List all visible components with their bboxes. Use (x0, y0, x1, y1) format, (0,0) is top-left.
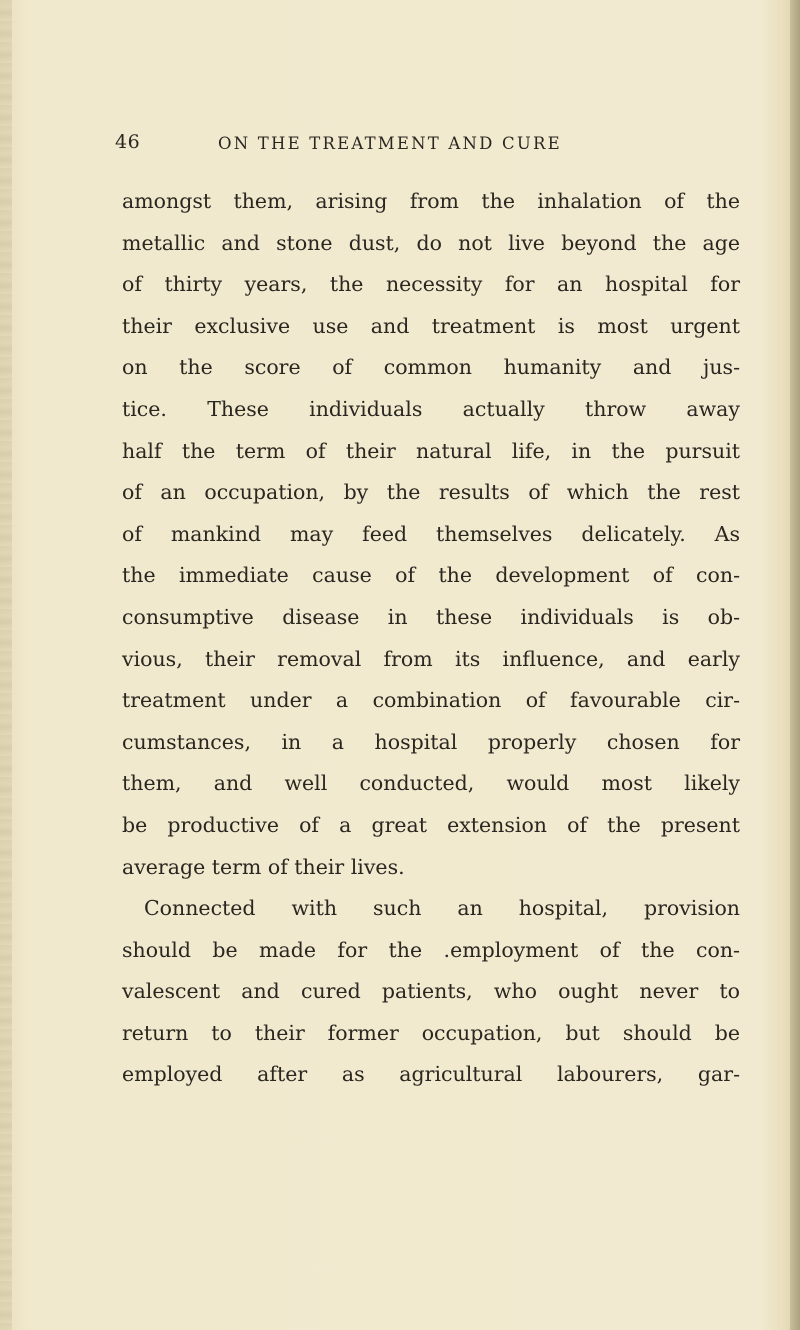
page-gutter-shadow (0, 0, 12, 1330)
text-line: consumptive disease in these individuals is ob- (122, 604, 740, 629)
page-edge-shadow (790, 0, 800, 1330)
text-line: the immediate cause of the development of con- (122, 563, 740, 588)
text-line: half the term of their natural life, in the pursuit (122, 438, 740, 463)
text-line: valescent and cured patients, who ought never to (122, 979, 740, 1004)
text-line: of mankind may feed themselves delicately. As (122, 521, 740, 546)
page-header (0, 130, 800, 160)
text-line: of an occupation, by the results of which the rest (122, 480, 740, 505)
page-number: 46 (115, 131, 141, 153)
text-line: their exclusive use and treatment is most urgent (122, 313, 740, 338)
running-title: ON THE TREATMENT AND CURE (218, 134, 562, 153)
text-line: return to their former occupation, but should be (122, 1020, 740, 1045)
paragraph-start-line: Connected with such an hospital, provision (144, 896, 740, 921)
body-text (122, 181, 740, 1096)
text-line: be productive of a great extension of the present (122, 812, 740, 837)
text-line: should be made for the .employment of the con- (122, 937, 740, 962)
text-line: tice. These individuals actually throw away (122, 396, 740, 421)
paragraph-end-line: average term of their lives. (122, 854, 405, 879)
text-line: amongst them, arising from the inhalation of the (122, 189, 740, 213)
text-line: metallic and stone dust, do not live beyond the age (122, 230, 740, 255)
text-line: of thirty years, the necessity for an hospital for (122, 272, 740, 297)
text-line: them, and well conducted, would most likely (122, 771, 740, 796)
text-line: on the score of common humanity and jus- (122, 355, 740, 380)
text-line: vious, their removal from its influence, and early (122, 646, 740, 671)
text-line: treatment under a combination of favourable cir- (122, 688, 740, 713)
text-line: employed after as agricultural labourers, gar- (122, 1062, 740, 1087)
text-line: cumstances, in a hospital properly chosen for (122, 729, 740, 754)
